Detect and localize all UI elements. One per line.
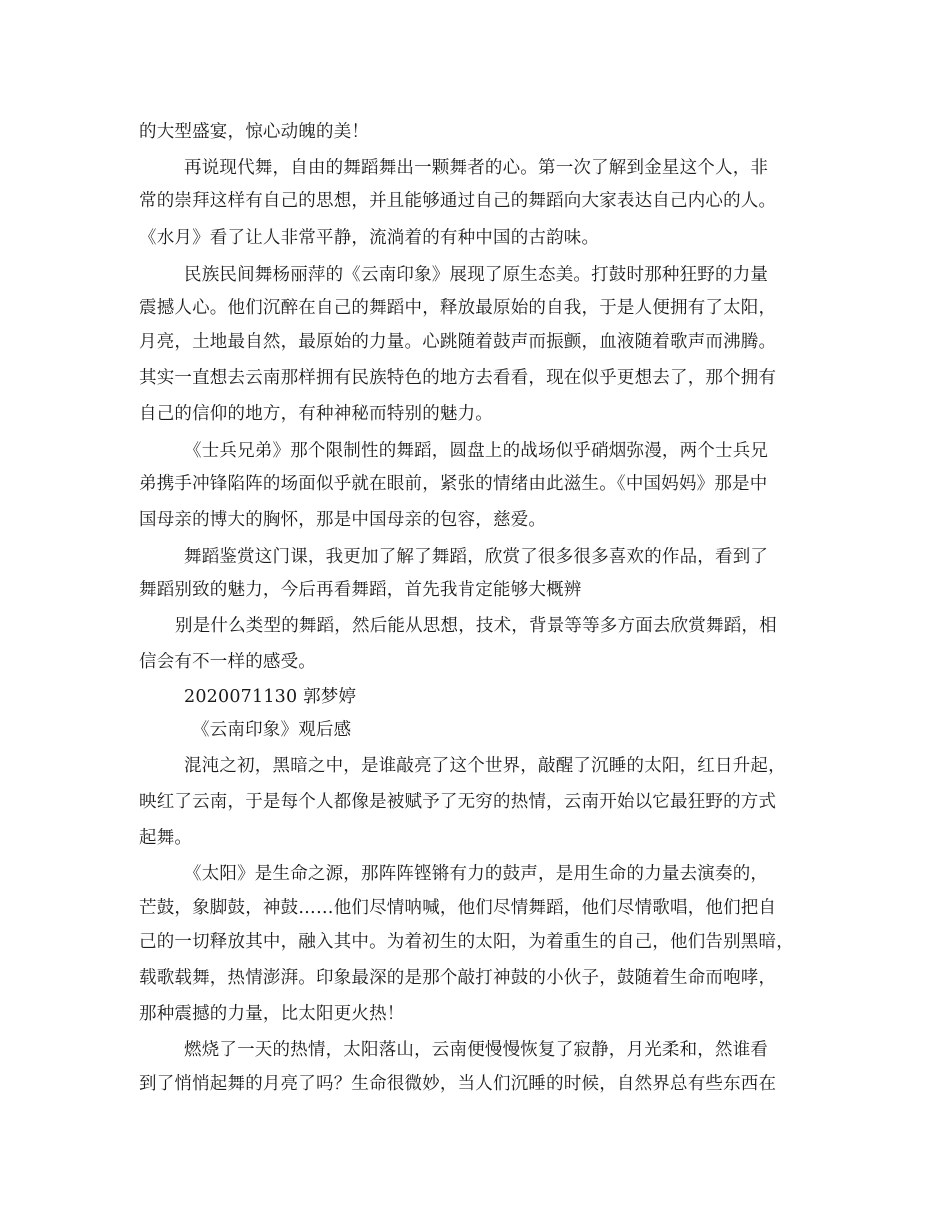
text-line: 别是什么类型的舞蹈，然后能从思想，技术，背景等等多方面去欣赏舞蹈，相 [175,616,777,636]
paragraph-first-line: 《太阳》是生命之源，那阵阵铿锵有力的鼓声，是用生命的力量去演奏的， [184,864,769,884]
text-line: 国母亲的博大的胸怀，那是中国母亲的包容，慈爱。 [139,510,547,530]
text-line: 信会有不一样的感受。 [139,652,316,672]
paragraph-first-line: 混沌之初，黑暗之中，是谁敲亮了这个世界，敲醒了沉睡的太阳，红日升起， [184,756,786,776]
author-line: 2020071130 郭梦婷 [184,687,357,707]
text-line: 映红了云南，于是每个人都像是被赋予了无穷的热情，云南开始以它最狂野的方式 [139,792,777,812]
text-line: 起舞。 [139,828,193,848]
text-line: 弟携手冲锋陷阵的场面似乎就在眼前，紧张的情绪由此滋生。《中国妈妈》那是中 [139,474,768,494]
text-line: 舞蹈别致的魅力，今后再看舞蹈，首先我肯定能够大概辨 [139,580,582,600]
paragraph-first-line: 《士兵兄弟》那个限制性的舞蹈，圆盘上的战场似乎硝烟弥漫，两个士兵兄 [184,441,769,461]
section-title: 《云南印象》观后感 [192,720,352,740]
text-line: 常的崇拜这样有自己的思想，并且能够通过自己的舞蹈向大家表达自己内心的人。 [139,191,777,211]
text-line: 己的一切释放其中，融入其中。为着初生的太阳，为着重生的自己，他们告别黑暗， [139,932,794,952]
text-line: 那种震撼的力量，比太阳更火热！ [139,1004,405,1024]
text-line: 其实一直想去云南那样拥有民族特色的地方去看看，现在似乎更想去了，那个拥有 [139,368,777,388]
text-line: 自己的信仰的地方，有种神秘而特别的魅力。 [139,404,493,424]
text-line: 《水月》看了让人非常平静，流淌着的有种中国的古韵味。 [139,228,600,248]
text-line: 芒鼓，象脚鼓，神鼓……他们尽情呐喊，他们尽情舞蹈，他们尽情歌唱，他们把自 [139,898,777,918]
paragraph-first-line: 再说现代舞，自由的舞蹈舞出一颗舞者的心。第一次了解到金星这个人，非 [184,158,769,178]
text-line: 月亮，土地最自然，最原始的力量。心跳随着鼓声而振颤，血液随着歌声而沸腾。 [139,332,777,352]
paragraph-first-line: 民族民间舞杨丽萍的《云南印象》展现了原生态美。打鼓时那种狂野的力量 [184,265,769,285]
text-line: 到了悄悄起舞的月亮了吗？生命很微妙，当人们沉睡的时候，自然界总有些东西在 [139,1074,777,1094]
paragraph-first-line: 燃烧了一天的热情，太阳落山，云南便慢慢恢复了寂静，月光柔和，然谁看 [184,1040,769,1060]
paragraph-first-line: 舞蹈鉴赏这门课，我更加了解了舞蹈，欣赏了很多很多喜欢的作品，看到了 [184,547,769,567]
text-line: 震撼人心。他们沉醉在自己的舞蹈中，释放最原始的自我，于是人便拥有了太阳， [139,298,777,318]
text-line: 载歌载舞，热情澎湃。印象最深的是那个敲打神鼓的小伙子，鼓随着生命而咆哮， [139,968,777,988]
text-line: 的大型盛宴，惊心动魄的美！ [139,122,370,142]
